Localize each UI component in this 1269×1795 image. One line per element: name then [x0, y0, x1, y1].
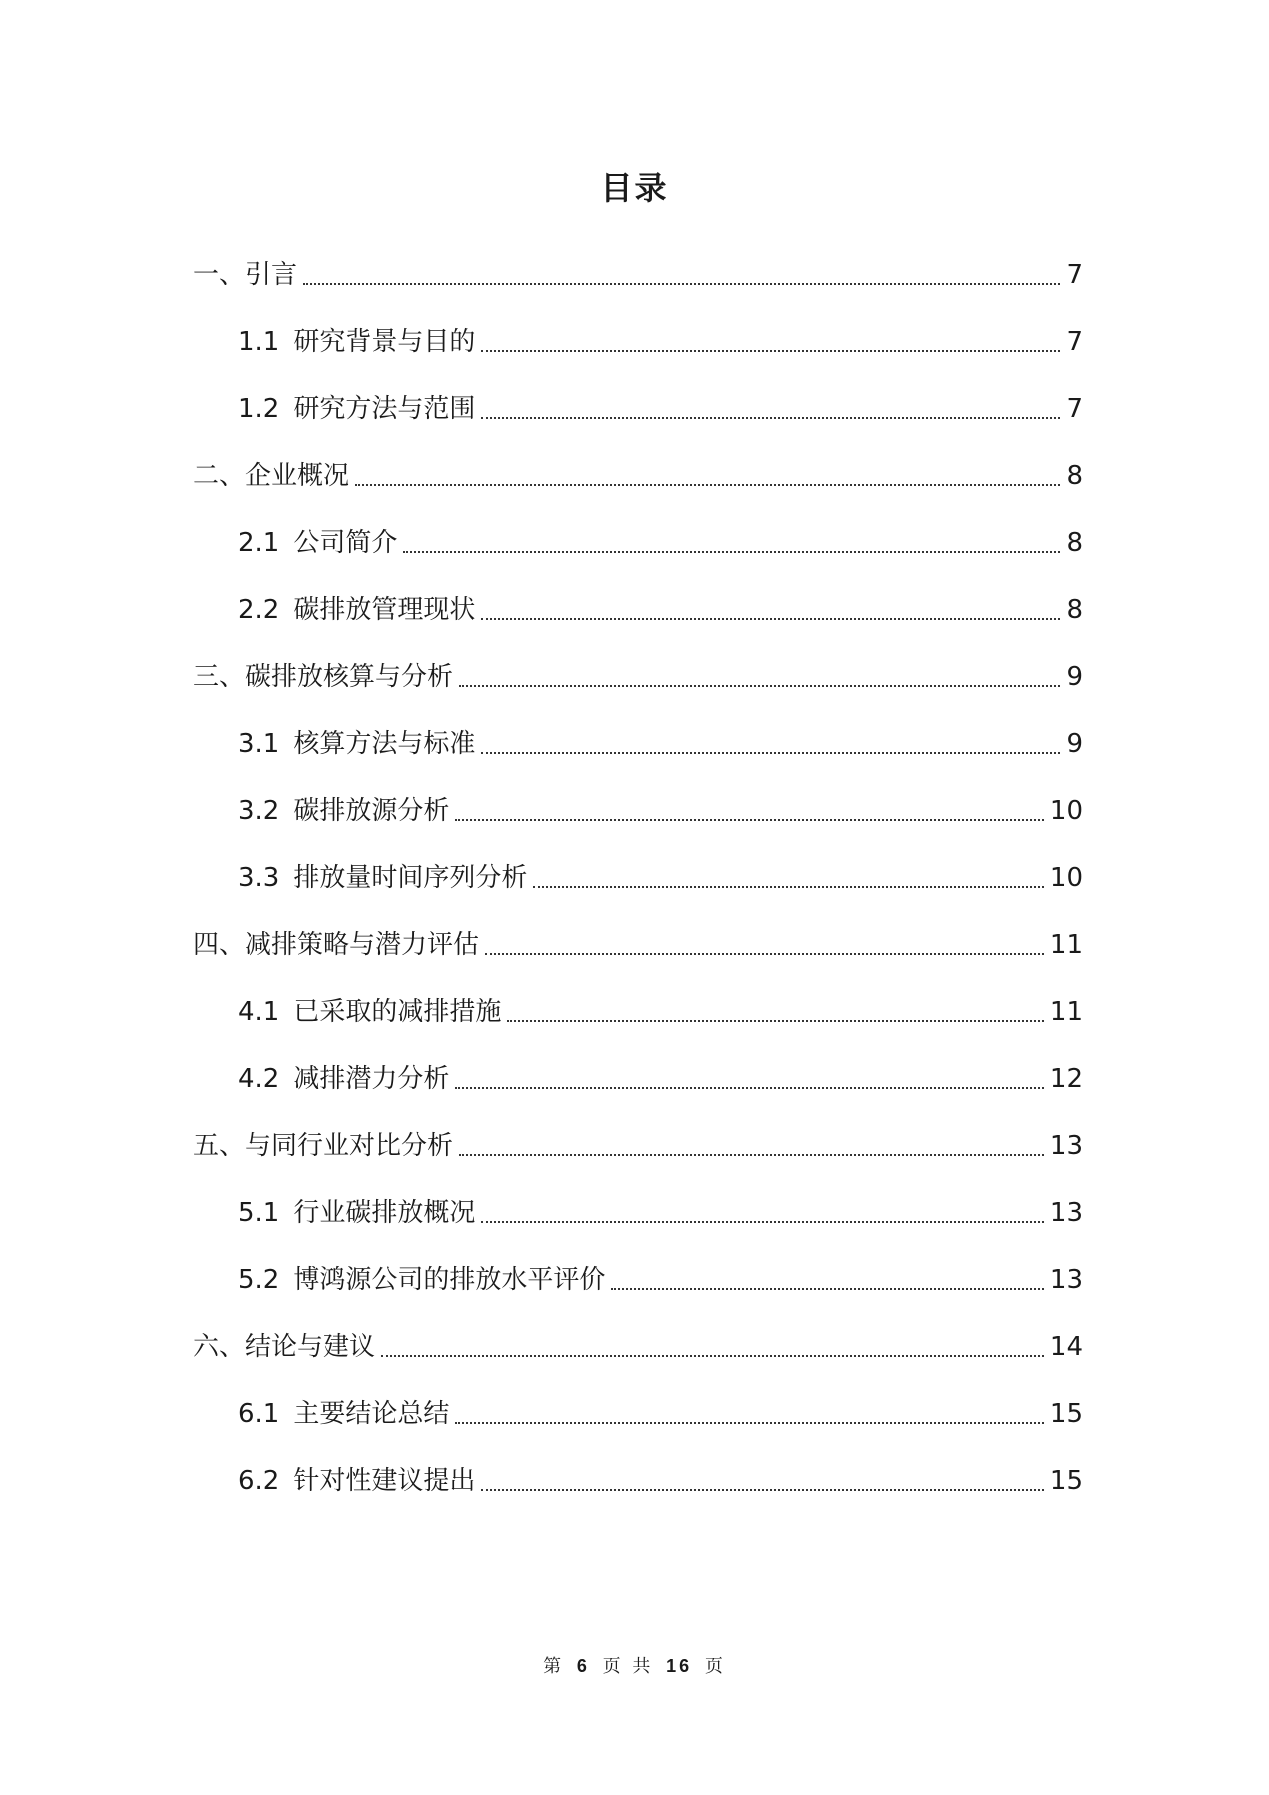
toc-entry[interactable] — [193, 1300, 1083, 1367]
toc-entry-text: 排放量时间序列分析 — [293, 863, 528, 893]
toc-entry-label — [238, 523, 397, 563]
toc-dot-leader — [481, 1489, 1044, 1491]
toc-entry-text: 主要结论总结 — [293, 1399, 450, 1429]
toc-entry-number: 2.1 — [238, 528, 280, 558]
toc-entry-page: 15 — [1049, 1399, 1083, 1429]
toc-entry-page: 10 — [1049, 863, 1083, 893]
toc-entry-number: 1.2 — [238, 394, 280, 424]
toc-dot-leader — [459, 685, 1060, 687]
toc-dot-leader — [485, 953, 1044, 955]
toc-entry-label — [238, 1394, 449, 1434]
toc-entry-label — [238, 322, 475, 362]
toc-entry-text: 核算方法与标准 — [293, 729, 476, 759]
toc-entry-page: 11 — [1049, 997, 1083, 1027]
toc-entry-label — [193, 1327, 375, 1367]
toc-entry-text: 针对性建议提出 — [293, 1466, 476, 1496]
toc-entry-text: 五、与同行业对比分析 — [193, 1131, 454, 1161]
toc-dot-leader — [459, 1154, 1044, 1156]
toc-entry-text: 碳排放管理现状 — [293, 595, 476, 625]
toc-entry-page: 7 — [1066, 394, 1083, 424]
toc-entry-label — [193, 456, 349, 496]
toc-entry-text: 一、引言 — [193, 260, 298, 290]
toc-entry[interactable] — [193, 764, 1083, 831]
toc-entry-text: 碳排放源分析 — [293, 796, 450, 826]
toc-entry[interactable] — [193, 1434, 1083, 1501]
toc-entry-number: 1.1 — [238, 327, 280, 357]
toc-entry[interactable] — [193, 1367, 1083, 1434]
toc-entry-text: 博鸿源公司的排放水平评价 — [293, 1265, 606, 1295]
toc-entry[interactable] — [193, 1032, 1083, 1099]
toc-entry-label — [238, 858, 527, 898]
toc-entry-text: 六、结论与建议 — [193, 1332, 376, 1362]
toc-entry-page: 13 — [1049, 1131, 1083, 1161]
toc-dot-leader — [355, 484, 1060, 486]
toc-entry-page: 7 — [1066, 327, 1083, 357]
toc-entry-number: 5.1 — [238, 1198, 280, 1228]
toc-entry-label — [193, 1126, 453, 1166]
toc-entry[interactable] — [193, 1233, 1083, 1300]
toc-dot-leader — [381, 1355, 1044, 1357]
toc-entry-page: 12 — [1049, 1064, 1083, 1094]
toc-entry[interactable] — [193, 496, 1083, 563]
toc-entry[interactable] — [193, 1166, 1083, 1233]
toc-entry-label — [238, 992, 501, 1032]
toc-entry-text: 减排潜力分析 — [293, 1064, 450, 1094]
toc-entry[interactable] — [193, 831, 1083, 898]
toc-entry[interactable] — [193, 228, 1083, 295]
toc-dot-leader — [481, 1221, 1044, 1223]
toc-dot-leader — [481, 350, 1060, 352]
toc-dot-leader — [481, 752, 1060, 754]
toc-dot-leader — [533, 886, 1044, 888]
toc-dot-leader — [611, 1288, 1044, 1290]
toc-entry-page: 11 — [1049, 930, 1083, 960]
toc-dot-leader — [481, 618, 1060, 620]
toc-entry[interactable] — [193, 965, 1083, 1032]
toc-entry-page: 15 — [1049, 1466, 1083, 1496]
toc-dot-leader — [455, 1422, 1044, 1424]
toc-dot-leader — [455, 1087, 1044, 1089]
toc-dot-leader — [507, 1020, 1044, 1022]
toc-entry-number: 5.2 — [238, 1265, 280, 1295]
footer-total-pages: 16 — [666, 1656, 693, 1676]
toc-entry-label — [238, 389, 475, 429]
toc-entry-number: 6.2 — [238, 1466, 280, 1496]
toc-list — [193, 228, 1083, 1501]
footer-middle: 页 共 — [602, 1656, 654, 1677]
toc-entry-page: 8 — [1066, 595, 1083, 625]
toc-entry-page: 9 — [1066, 729, 1083, 759]
toc-dot-leader — [403, 551, 1060, 553]
toc-entry-number: 6.1 — [238, 1399, 280, 1429]
toc-entry[interactable] — [193, 563, 1083, 630]
toc-entry-label — [193, 925, 479, 965]
toc-entry-page: 7 — [1066, 260, 1083, 290]
footer-suffix: 页 — [704, 1656, 726, 1677]
toc-entry-label — [238, 1059, 449, 1099]
toc-dot-leader — [481, 417, 1060, 419]
toc-entry-label — [238, 590, 475, 630]
toc-entry-text: 已采取的减排措施 — [293, 997, 502, 1027]
toc-entry-label — [193, 255, 297, 295]
toc-entry[interactable] — [193, 429, 1083, 496]
toc-entry-text: 研究方法与范围 — [293, 394, 476, 424]
toc-entry-text: 研究背景与目的 — [293, 327, 476, 357]
toc-entry-label — [238, 724, 475, 764]
toc-entry-page: 8 — [1066, 528, 1083, 558]
toc-entry[interactable] — [193, 362, 1083, 429]
toc-entry-number: 3.3 — [238, 863, 280, 893]
toc-entry-page: 10 — [1049, 796, 1083, 826]
toc-entry-page: 14 — [1049, 1332, 1083, 1362]
toc-entry-number: 4.1 — [238, 997, 280, 1027]
toc-entry-label — [193, 657, 453, 697]
toc-entry-page: 9 — [1066, 662, 1083, 692]
toc-entry[interactable] — [193, 1099, 1083, 1166]
toc-entry-page: 13 — [1049, 1198, 1083, 1228]
toc-entry-number: 2.2 — [238, 595, 280, 625]
toc-title: 目录 — [600, 169, 669, 207]
toc-dot-leader — [455, 819, 1044, 821]
toc-dot-leader — [303, 283, 1060, 285]
toc-entry-text: 三、碳排放核算与分析 — [193, 662, 454, 692]
page-footer — [0, 1652, 1269, 1678]
toc-entry-text: 行业碳排放概况 — [293, 1198, 476, 1228]
toc-entry[interactable] — [193, 697, 1083, 764]
toc-entry-number: 3.2 — [238, 796, 280, 826]
toc-entry-text: 四、减排策略与潜力评估 — [193, 930, 480, 960]
toc-entry[interactable] — [193, 898, 1083, 965]
toc-entry-label — [238, 1461, 475, 1501]
toc-entry-text: 公司简介 — [293, 528, 398, 558]
toc-entry-label — [238, 1260, 605, 1300]
toc-entry[interactable] — [193, 630, 1083, 697]
toc-entry-number: 3.1 — [238, 729, 280, 759]
toc-entry-page: 13 — [1049, 1265, 1083, 1295]
toc-entry-number: 4.2 — [238, 1064, 280, 1094]
footer-current-page: 6 — [576, 1656, 590, 1676]
toc-entry-page: 8 — [1066, 461, 1083, 491]
toc-entry-label — [238, 1193, 475, 1233]
toc-entry-label — [238, 791, 449, 831]
toc-entry[interactable] — [193, 295, 1083, 362]
footer-prefix: 第 — [543, 1656, 565, 1677]
toc-entry-text: 二、企业概况 — [193, 461, 350, 491]
